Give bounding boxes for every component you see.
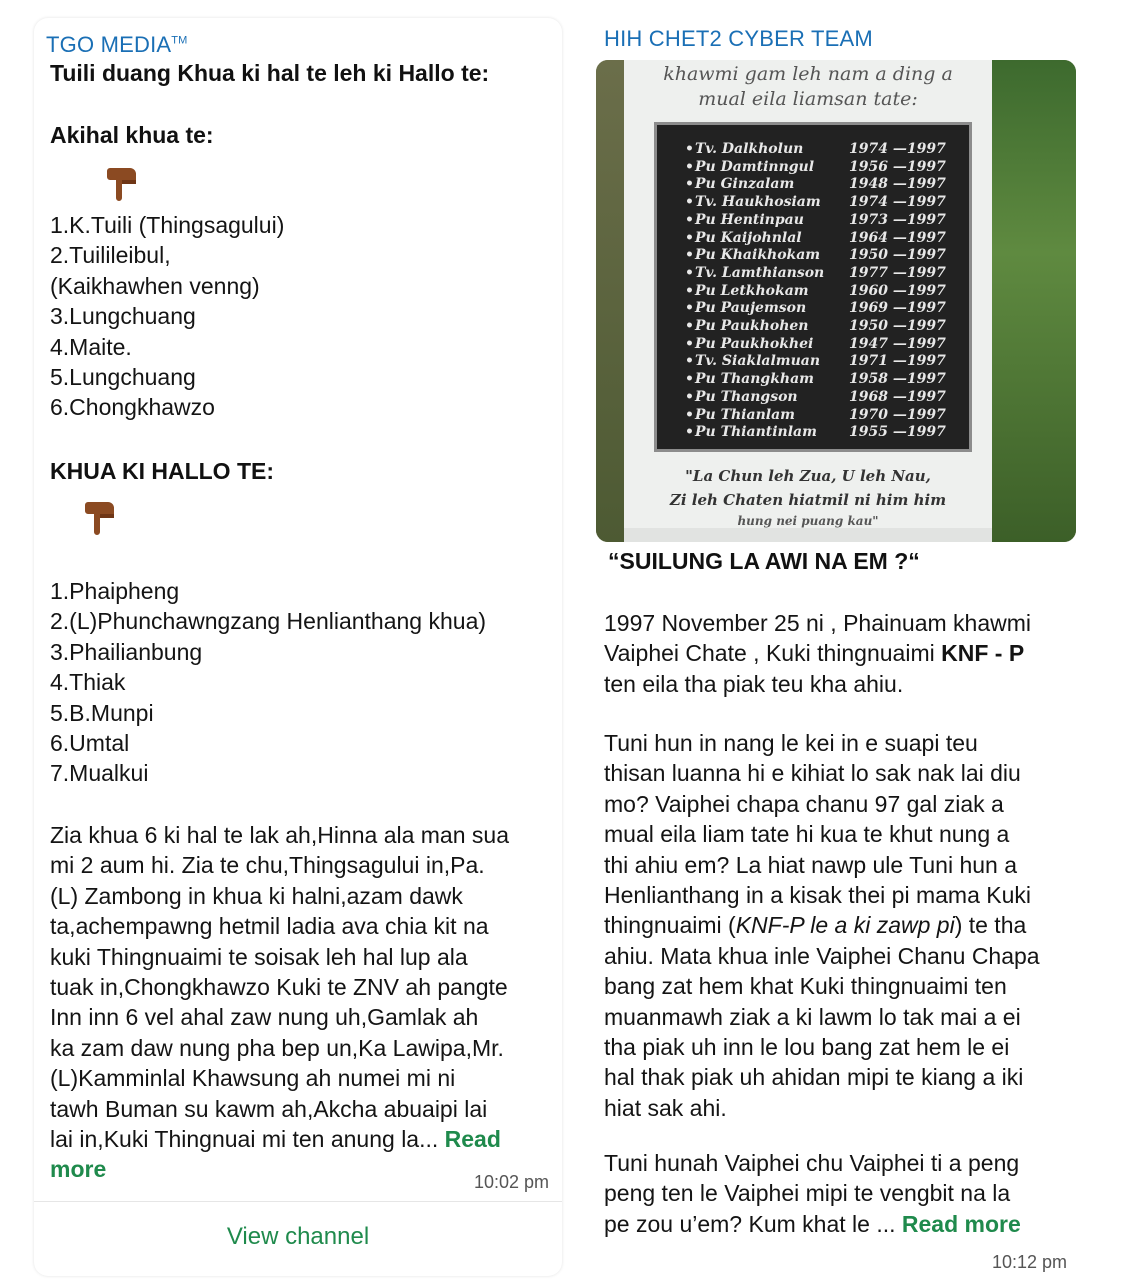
plaque-entry: • Pu Kaijohnlal 1964 —1997 xyxy=(685,229,946,246)
paragraph-line: ka zam daw nung pha bep un,Ka Lawipa,Mr. xyxy=(50,1034,504,1061)
list-item: 2.Tuilileibul, xyxy=(50,242,171,269)
list-item: (Kaikhawhen venng) xyxy=(50,272,260,299)
plaque-entry-years: 1947 —1997 xyxy=(849,335,946,352)
read-more-link[interactable]: Read more xyxy=(901,1210,1021,1237)
plaque-entry-name: Pu Paukhokhei xyxy=(695,335,814,352)
list-item: 5.Lungchuang xyxy=(50,363,196,390)
paragraph-line: Tuni hun in nang le kei in e suapi teu xyxy=(604,730,978,756)
paragraph-text: Vaiphei Chate , Kuki thingnuaimi xyxy=(604,640,942,667)
paragraph-line: peng ten le Vaiphei mipi te vengbit na la xyxy=(604,1180,1011,1207)
list-item: 4.Maite. xyxy=(50,333,132,360)
list-item: 1.K.Tuili (Thingsagului) xyxy=(50,212,285,238)
pointing-down-hand-icon xyxy=(84,496,120,540)
plaque-entry-years: 1971 —1997 xyxy=(849,353,946,370)
plaque-entry-name: Pu Letkhokam xyxy=(695,282,809,299)
message-card-tgo-media xyxy=(34,18,562,1276)
plaque-entry: • Tv. Dalkholun 1974 —1997 xyxy=(685,141,946,157)
plaque-entry-years: 1950 —1997 xyxy=(849,247,946,264)
paragraph-line: Tuni hunah Vaiphei chu Vaiphei ti a peng xyxy=(604,1150,1020,1176)
paragraph-line: mual eila liam tate hi kua te khut nung a xyxy=(604,821,1010,848)
paragraph-line: ta,achempawng hetmil ladia ava chia kit na xyxy=(50,913,489,940)
list-item: 6.Chongkhawzo xyxy=(50,394,215,421)
plaque-entry-years: 1958 —1997 xyxy=(849,371,946,388)
paragraph-line: tha piak uh inn le lou bang zat hem le ei xyxy=(604,1033,1010,1060)
plaque-entry: • Pu Hentinpau 1973 —1997 xyxy=(685,211,946,228)
channel-name[interactable] xyxy=(46,32,188,58)
plaque-entry-years: 1974 —1997 xyxy=(849,141,946,157)
plaque-entry: • Pu Thangkham 1958 —1997 xyxy=(685,371,946,388)
inscription-line: mual eila liamsan tate: xyxy=(698,88,918,110)
channel-name[interactable]: HIH CHET2 CYBER TEAM xyxy=(604,26,873,51)
memorial-photo[interactable] xyxy=(596,60,1076,542)
plaque-entry-years: 1977 —1997 xyxy=(849,264,946,281)
plaque-entry: • Pu Khaikhokam 1950 —1997 xyxy=(685,247,946,264)
message-paragraph xyxy=(50,820,509,1185)
paragraph-text: pe zou u’em? Kum khat le ... xyxy=(604,1210,902,1237)
plaque-entry-name: Tv. Haukhosiam xyxy=(695,194,821,211)
read-more-link[interactable]: Read xyxy=(444,1125,501,1152)
paragraph-line: Henlianthang in a kisak thei pi mama Kuki xyxy=(604,881,1032,908)
inscription-line: hung nei puang kau" xyxy=(737,514,879,528)
list-item: 7.Mualkui xyxy=(50,760,149,787)
paragraph-line xyxy=(604,910,1040,940)
plaque-entry: • Pu Paujemson 1969 —1997 xyxy=(685,300,946,317)
inscription-line: Zi leh Chaten hiatmil ni him him xyxy=(669,491,947,509)
plaque-entry-name: Tv. Dalkholun xyxy=(695,141,804,157)
plaque-entry-name: Pu Paukhohen xyxy=(695,318,809,334)
paragraph-line: ten eila tha piak teu kha ahiu. xyxy=(604,670,904,697)
plaque-entry-name: Pu Ginzalam xyxy=(695,176,795,193)
paragraph-text: thingnuaimi ( xyxy=(604,912,736,939)
message-paragraph xyxy=(604,608,1031,699)
paragraph-line: bang zat hem khat Kuki thingnuaimi ten xyxy=(604,973,1007,1000)
paragraph-line xyxy=(604,638,1031,668)
view-channel-button[interactable]: View channel xyxy=(34,1201,562,1272)
plaque-entry-years: 1974 —1997 xyxy=(849,194,946,211)
plaque-entry-years: 1960 —1997 xyxy=(849,282,946,299)
memorial-plaque xyxy=(654,122,972,452)
plaque-entry-name: Tv. Lamthianson xyxy=(695,264,825,281)
message-time: 10:02 pm xyxy=(474,1172,550,1192)
plaque-entry-name: Pu Damtinngul xyxy=(695,158,815,175)
plaque-entry: • Tv. Siaklalmuan 1971 —1997 xyxy=(685,353,946,370)
list-item: 3.Lungchuang xyxy=(50,303,196,330)
plaque-entry: • Pu Thianlam 1970 —1997 xyxy=(685,406,946,423)
paragraph-bold-text: KNF - P xyxy=(941,640,1025,667)
plaque-entry-name: Pu Khaikhokam xyxy=(695,247,821,264)
section-heading-burned: Akihal khua te: xyxy=(50,122,214,148)
paragraph-line: hiat sak ahi. xyxy=(604,1094,727,1121)
plaque-entry: • Pu Letkhokam 1960 —1997 xyxy=(685,282,946,299)
paragraph-line: muanmawh ziak a ki lawm lo tak mai a ei xyxy=(604,1003,1021,1030)
paragraph-line: (L)Kamminlal Khawsung ah numei mi ni xyxy=(50,1065,456,1092)
message-paragraph xyxy=(604,728,1040,1123)
list-item: 2.(L)Phunchawngzang Henlianthang khua) xyxy=(50,608,487,635)
plaque-entry-name: Pu Paujemson xyxy=(695,300,807,317)
inscription-line: "La Chun leh Zua, U leh Nau, xyxy=(685,467,931,485)
list-item: 4.Thiak xyxy=(50,669,126,696)
paragraph-line: mo? Vaiphei chapa chanu 97 gal ziak a xyxy=(604,790,1004,817)
paragraph-line: Zia khua 6 ki hal te lak ah,Hinna ala man sua xyxy=(50,822,509,848)
plaque-entry: • Tv. Lamthianson 1977 —1997 xyxy=(685,264,946,281)
paragraph-italic-text: KNF-P le a ki zawp pi xyxy=(735,912,955,939)
plaque-entry-name: Pu Thangkham xyxy=(695,371,814,388)
plaque-entry: • Pu Thiantinlam 1955 —1997 xyxy=(685,424,946,441)
plaque-entry: • Pu Damtinngul 1956 —1997 xyxy=(685,158,946,175)
paragraph-line: tawh Buman su kawm ah,Akcha abuaipi lai xyxy=(50,1095,488,1122)
trademark: TM xyxy=(171,34,188,47)
read-more-link[interactable]: more xyxy=(50,1156,107,1183)
photo-background xyxy=(596,60,624,542)
message-paragraph xyxy=(604,1148,1021,1239)
plaque-entry-years: 1956 —1997 xyxy=(849,158,946,175)
list-item: 3.Phailianbung xyxy=(50,638,203,665)
plaque-entry-years: 1950 —1997 xyxy=(849,318,946,334)
plaque-entry: • Tv. Haukhosiam 1974 —1997 xyxy=(685,194,946,211)
paragraph-line: 1997 November 25 ni , Phainuam khawmi xyxy=(604,610,1032,636)
paragraph-last-text: lai in,Kuki Thingnuai mi ten anung la... xyxy=(50,1125,439,1152)
message-card-hih-chet2 xyxy=(596,18,1080,1280)
paragraph-line: mi 2 aum hi. Zia te chu,Thingsagului in,Pa. xyxy=(50,852,485,879)
plaque-entry-years: 1973 —1997 xyxy=(849,211,946,228)
paragraph-line xyxy=(50,1124,509,1154)
burned-villages-list xyxy=(50,210,284,423)
plaque-entry: • Pu Paukhokhei 1947 —1997 xyxy=(685,335,946,352)
paragraph-line: hal thak piak uh ahidan mipi te kiang a iki xyxy=(604,1064,1024,1091)
plaque-entry: • Pu Ginzalam 1948 —1997 xyxy=(685,176,946,193)
plaque-entry-years: 1969 —1997 xyxy=(849,300,946,317)
memorial-inscription-top xyxy=(624,60,992,124)
plaque-entry-name: Pu Kaijohnlal xyxy=(695,229,802,246)
plaque-entry-name: Pu Thianlam xyxy=(695,406,795,423)
paragraph-line: (L) Zambong in khua ki halni,azam dawk xyxy=(50,882,463,909)
list-item: 5.B.Munpi xyxy=(50,699,154,726)
paragraph-line: thi ahiu em? La hiat nawp ule Tuni hun a xyxy=(604,851,1018,878)
list-item: 6.Umtal xyxy=(50,729,130,756)
plaque-entry-name: Pu Hentinpau xyxy=(695,211,804,228)
plaque-entry-years: 1955 —1997 xyxy=(849,424,946,441)
paragraph-line: tuak in,Chongkhawzo Kuki te ZNV ah pangte xyxy=(50,973,508,1000)
channel-name-text: TGO MEDIA xyxy=(46,32,172,57)
plaque-entry-years: 1948 —1997 xyxy=(849,176,946,193)
paragraph-line: Inn inn 6 vel ahal zaw nung uh,Gamlak ah xyxy=(50,1004,479,1031)
paragraph-line: kuki Thingnuaimi te soisak leh hal lup ala xyxy=(50,943,468,970)
paragraph-line: ahiu. Mata khua inle Vaiphei Chanu Chapa xyxy=(604,942,1040,969)
plaque-entry: • Pu Thangson 1968 —1997 xyxy=(685,388,946,405)
attacked-villages-list xyxy=(50,576,486,789)
plaque-entry-years: 1964 —1997 xyxy=(849,229,946,246)
photo-background xyxy=(990,60,1076,542)
paragraph-line xyxy=(604,1209,1021,1239)
section-heading-attacked: KHUA KI HALLO TE: xyxy=(50,458,275,484)
list-item: 1.Phaipheng xyxy=(50,578,180,604)
inscription-line: khawmi gam leh nam a ding a xyxy=(663,63,953,85)
pointing-down-hand-icon xyxy=(106,162,142,206)
plaque-entry: • Pu Paukhohen 1950 —1997 xyxy=(685,318,946,334)
message-headline: “SUILUNG LA AWI NA EM ?“ xyxy=(608,548,920,574)
plaque-entry-name: Pu Thiantinlam xyxy=(695,424,817,441)
paragraph-text: ) te tha xyxy=(954,912,1027,939)
plaque-entry-years: 1968 —1997 xyxy=(849,388,946,405)
photo-shade xyxy=(624,528,992,542)
plaque-entry-years: 1970 —1997 xyxy=(849,406,946,423)
paragraph-line: thisan luanna hi e kihiat lo sak nak lai diu xyxy=(604,760,1021,787)
plaque-entry-name: Tv. Siaklalmuan xyxy=(695,353,821,370)
plaque-entry-name: Pu Thangson xyxy=(695,388,798,405)
memorial-stone xyxy=(624,60,992,542)
message-title: Tuili duang Khua ki hal te leh ki Hallo te: xyxy=(50,60,490,86)
message-time: 10:12 pm xyxy=(992,1252,1068,1272)
